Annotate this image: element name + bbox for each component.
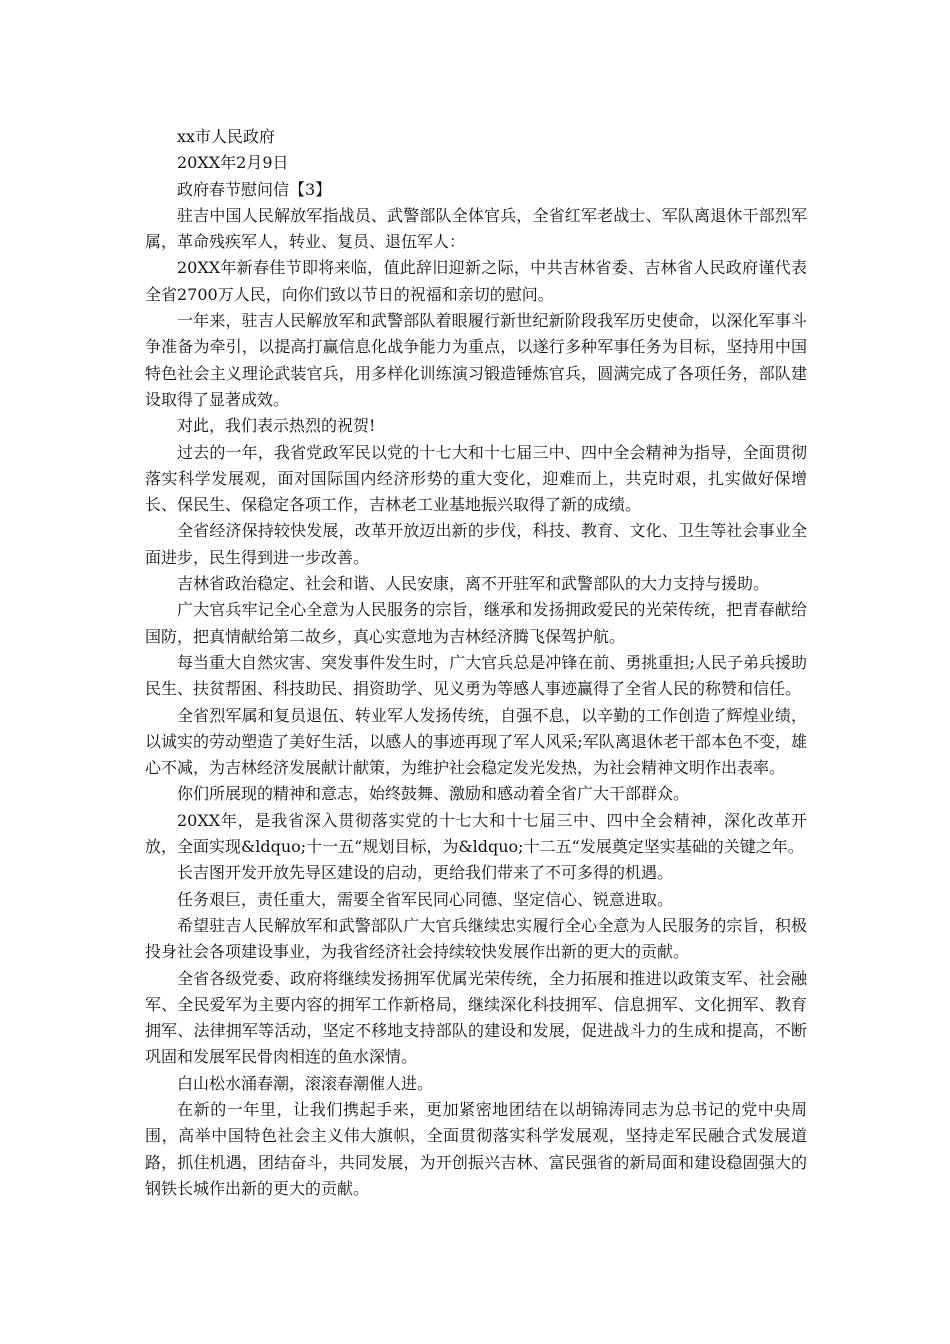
body-paragraph: 过去的一年，我省党政军民以党的十七大和十七届三中、四中全会精神为指导，全面贯彻落实科学发展观，面对国际国内经济形势的重大变化，迎难而上，共克时艰，扎实做好保增长、保民生、保稳定各项工作，吉林老工业基地振兴取得了新的成绩。 <box>145 442 807 515</box>
letter-title: 政府春节慰问信【3】 <box>177 179 332 199</box>
body-paragraph: 全省经济保持较快发展，改革开放迈出新的步伐，科技、教育、文化、卫生等社会事业全面进步，民生得到进一步改善。 <box>145 521 807 567</box>
body-paragraph: 任务艰巨，责任重大，需要全省军民同心同德、坚定信心、锐意进取。 <box>177 889 674 909</box>
body-paragraph: 希望驻吉人民解放军和武警部队广大官兵继续忠实履行全心全意为人民服务的宗旨，积极投身社会各项建设事业，为我省经济社会持续较快发展作出新的更大的贡献。 <box>145 915 807 962</box>
body-paragraph: 吉林省政治稳定、社会和谐、人民安康，离不开驻军和武警部队的大力支持与援助。 <box>177 574 770 594</box>
body-paragraph: 20XX年，是我省深入贯彻落实党的十七大和十七届三中、四中全会精神，深化改革开放，全面实现&ldquo;十一五“规划目标，为&ldquo;十二五“发展奠定坚实基础的关键之年。 <box>145 810 807 857</box>
salutation-paragraph: 驻吉中国人民解放军指战员、武警部队全体官兵，全省红军老战士、军队离退休干部烈军属，革命残疾军人，转业、复员、退伍军人： <box>145 205 807 252</box>
date-line: 20XX年2月9日 <box>177 153 289 173</box>
closing-paragraph: 在新的一年里，让我们携起手来，更加紧密地团结在以胡锦涛同志为总书记的党中央周围，高举中国特色社会主义伟大旗帜，全面贯彻落实科学发展观，坚持走军民融合式发展道路，抓住机遇，团结奋斗，共同发展，为开创振兴吉林、富民强省的新局面和建设稳固强大的钢铁长城作出新的更大的贡献。 <box>145 1099 807 1198</box>
body-paragraph: 白山松水涌春潮，滚滚春潮催人进。 <box>177 1073 434 1093</box>
body-paragraph: 全省烈军属和复员退伍、转业军人发扬传统，自强不息，以辛勤的工作创造了辉煌业绩，以诚实的劳动塑造了美好生活，以感人的事迹再现了军人风采;军队离退休老干部本色不变，雄心不减，为吉林经济发展献计献策，为维护社会稳定发光发热，为社会精神文明作出表率。 <box>145 705 807 778</box>
body-paragraph: 一年来，驻吉人民解放军和武警部队着眼履行新世纪新阶段我军历史使命，以深化军事斗争准备为牵引，以提高打赢信息化战争能力为重点，以遂行多种军事任务为目标，坚持用中国特色社会主义理论武装官兵，用多样化训练演习锻造锤炼官兵，圆满完成了各项任务，部队建设取得了显著成效。 <box>145 311 807 409</box>
body-paragraph: 广大官兵牢记全心全意为人民服务的宗旨，继承和发扬拥政爱民的光荣传统，把青春献给国防，把真情献给第二故乡，真心实意地为吉林经济腾飞保驾护航。 <box>145 600 807 646</box>
body-paragraph: 你们所展现的精神和意志，始终鼓舞、激励和感动着全省广大干部群众。 <box>177 784 690 804</box>
issuer-line: xx市人民政府 <box>177 127 276 146</box>
body-paragraph: 对此，我们表示热烈的祝贺! <box>177 416 376 436</box>
letter-body <box>145 124 807 1202</box>
body-paragraph: 全省各级党委、政府将继续发扬拥军优属光荣传统，全力拓展和推进以政策支军、社会融军、全民爱军为主要内容的拥军工作新格局，继续深化科技拥军、信息拥军、文化拥军、教育拥军、法律拥军等活动，坚定不移地支持部队的建设和发展，促进战斗力的生成和提高，不断巩固和发展军民骨肉相连的鱼水深情。 <box>145 968 807 1067</box>
body-paragraph: 每当重大自然灾害、突发事件发生时，广大官兵总是冲锋在前、勇挑重担;人民子弟兵援助民生、扶贫帮困、科技助民、捐资助学、见义勇为等感人事迹赢得了全省人民的称赞和信任。 <box>145 652 807 699</box>
body-paragraph: 20XX年新春佳节即将来临，值此辞旧迎新之际，中共吉林省委、吉林省人民政府谨代表全省2700万人民，向你们致以节日的祝福和亲切的慰问。 <box>145 258 807 304</box>
body-paragraph: 长吉图开发开放先导区建设的启动，更给我们带来了不可多得的机遇。 <box>177 863 674 883</box>
